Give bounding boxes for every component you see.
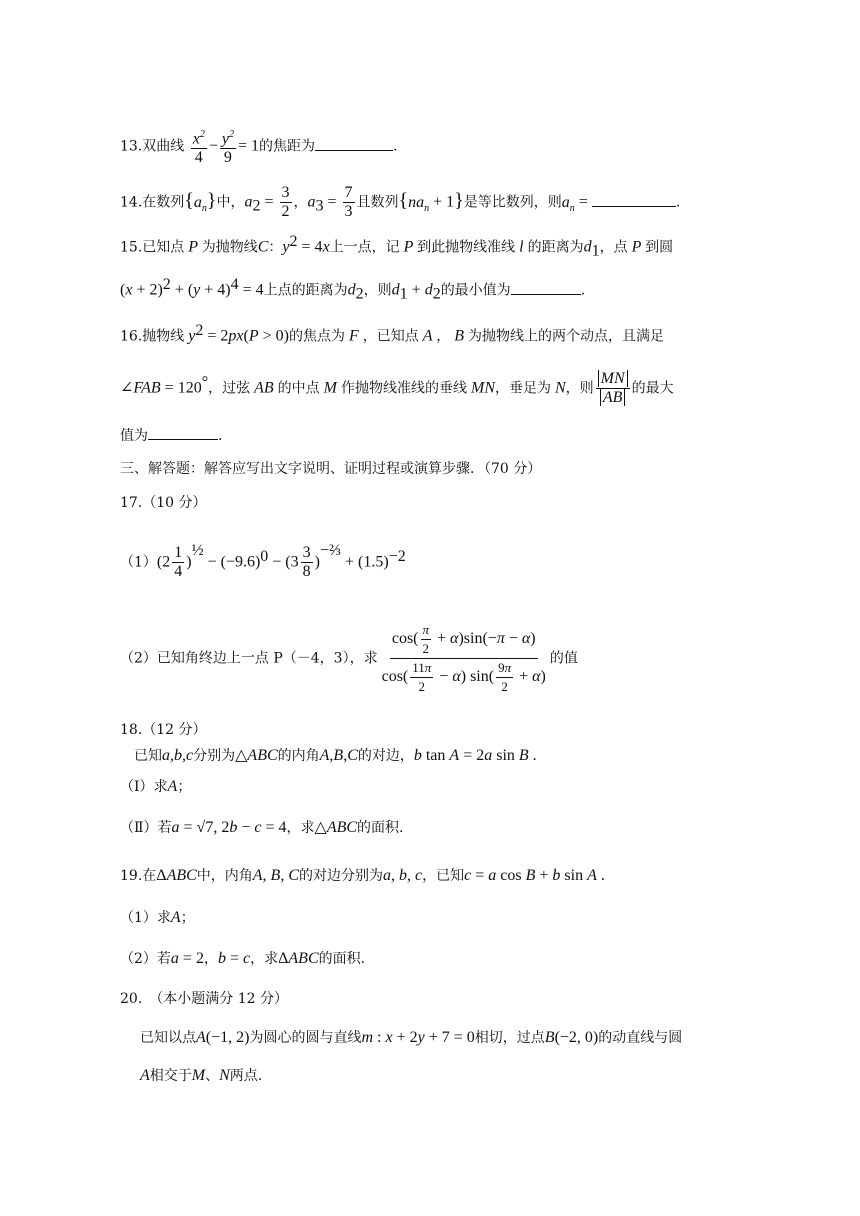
question-18-part-1: （Ⅰ）求A； — [120, 778, 192, 795]
question-19-stem: 19.在ΔABC中，内角A, B, C的对边分别为a, b, c，已知c = a cos B + b sin A . — [120, 867, 605, 884]
question-17-part-2: （2）已知角终边上一点 P（－4，3），求 cos( $\frac{\pi}{2}$ + α)sin(−π − α) cos( $\frac{11\pi}{2}$ − α) sin( $\frac{9\pi}{2}$ + α) 的值 — [120, 622, 578, 694]
section-heading: 三、解答题：解答应写出文字说明、证明过程或演算步骤．（70 分） — [120, 461, 542, 477]
question-15-line-1: 15.已知点 P 为抛物线C：$y^2 = 4x$上一点，记 P 到此抛物线准线 l 的距离为$d_1$，点 P 到圆 — [120, 233, 674, 260]
math-fraction: $\frac{x^2}{4}$ — [191, 126, 207, 167]
math-fraction: $\frac{y^2}{9}$ — [220, 126, 236, 167]
question-19-part-1: （1）求A； — [120, 909, 195, 926]
question-number: 19. — [120, 868, 143, 884]
answer-blank — [315, 138, 393, 151]
math-fraction: cos( $\frac{\pi}{2}$ + α)sin(−π − α) cos( $\frac{11\pi}{2}$ − α) sin( $\frac{9\pi}{2}$ + α) — [381, 622, 546, 694]
math-fraction: $\frac{MN}{AB}$ — [596, 370, 630, 407]
question-20-header: 20. （本小题满分 12 分） — [120, 991, 288, 1007]
question-number: 16. — [120, 328, 143, 345]
answer-blank — [511, 282, 581, 295]
question-16-line-3: 值为 . — [120, 428, 223, 444]
question-13: 13.双曲线 $\frac{x^2}{4}$ − $\frac{y^2}{9}$ = 1的焦距为 . — [120, 126, 397, 167]
question-20-line-2: A相交于M、N两点. — [140, 1067, 263, 1084]
question-17-part-1: （1）(2 $\frac{1}{4}$ )$^{\frac{1}{2}} - (-9.6)^0 - (3$ $\frac{3}{8}$ )$^{-\frac{2}{3}} + (1.5)^{-2}$ — [120, 541, 406, 580]
question-18-stem: 已知a,b,c分别为△ABC的内角A,B,C的对边，b tan A = 2a sin B . — [134, 747, 537, 764]
question-20-line-1: 已知以点A(−1, 2)为圆心的圆与直线m : x + 2y + 7 = 0相切，过点B(−2, 0)的动直线与圆 — [140, 1029, 683, 1046]
question-number: 14. — [120, 194, 143, 211]
math-fraction: $\frac{7}{3}$ — [344, 184, 353, 220]
question-19-part-2: （2）若a = 2，b = c，求ΔABC的面积. — [120, 950, 366, 967]
question-16-line-2: ∠FAB = 120°，过弦 AB 的中点 M 作抛物线准线的垂线 MN，垂足为 N，则 $\frac{MN}{AB}$ 的最大 — [120, 370, 674, 406]
question-18-header: 18.（12 分） — [120, 722, 207, 738]
question-18-part-2: （Ⅱ）若a = √7, 2b − c = 4，求△ABC的面积. — [120, 819, 404, 836]
math-fraction: $\frac{3}{8}$ — [302, 544, 311, 580]
question-16-line-1: 16.抛物线 $y^2 = 2px(P > 0)$的焦点为 F ，已知点 A ， B 为抛物线上的两个动点，且满足 — [120, 322, 665, 345]
question-number: 15. — [120, 239, 143, 256]
math-fraction: $\frac{3}{2}$ — [281, 184, 290, 220]
math-fraction: $\frac{1}{4}$ — [174, 544, 183, 580]
question-14: 14.在数列$\{a_n\}$中，$a_2$ = $\frac{3}{2}$ ，$a_3$ = $\frac{7}{3}$ 且数列$\{na_n + 1\}$是等比数列，则$a_n$ = . — [120, 184, 681, 220]
question-15-line-2: $(x + 2)^2 + (y + 4)^4 = 4$上点的距离为$d_2$，则$d_1 + d_2$的最小值为 . — [120, 276, 586, 303]
question-17-header: 17.（10 分） — [120, 495, 207, 511]
question-number: 13. — [120, 138, 143, 155]
answer-blank — [592, 194, 676, 207]
answer-blank — [148, 427, 218, 440]
